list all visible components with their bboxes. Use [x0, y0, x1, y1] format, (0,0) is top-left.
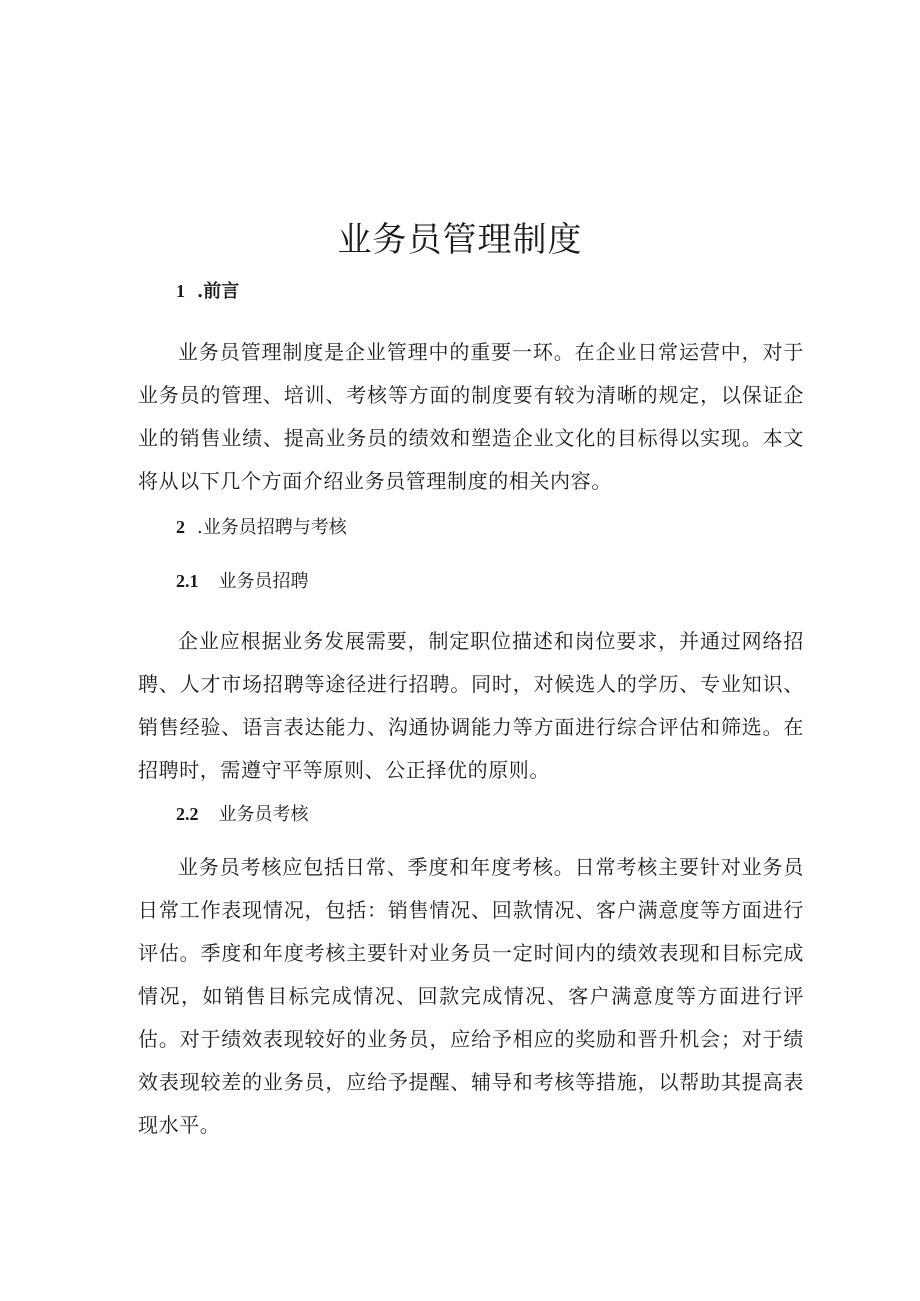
section-title: .业务员招聘与考核 [197, 517, 347, 538]
section-number: 1 [176, 281, 185, 301]
paragraph-assessment: 业务员考核应包括日常、季度和年度考核。日常考核主要针对业务员日常工作表现情况，包括：销售情况、回款情况、客户满意度等方面进行评估。季度和年度考核主要针对业务员一定时间内的绩效表现和目标完成情况，如销售目标完成情况、回款完成情况、客户满意度等方面进行评估。对于绩效表现较好的业务员，应给予相应的奖励和晋升机会；对于绩效表现较差的业务员，应给予提醒、辅导和考核等措施，以帮助其提高表现水平。 [138, 855, 804, 1137]
section-title: .前言 [197, 281, 240, 302]
section-number: 2.2 [176, 804, 199, 824]
section-title: 业务员招聘 [218, 571, 309, 592]
section-number: 2 [176, 517, 185, 537]
paragraph-intro: 业务员管理制度是企业管理中的重要一环。在企业日常运营中，对于业务员的管理、培训、考核等方面的制度要有较为清晰的规定，以保证企业的销售业绩、提高业务员的绩效和塑造企业文化的目标得以实现。本文将从以下几个方面介绍业务员管理制度的相关内容。 [138, 340, 804, 493]
section-number: 2.1 [176, 571, 199, 591]
section-heading-1 [176, 277, 239, 303]
section-heading-2-2 [176, 800, 309, 826]
document-title: 业务员管理制度 [337, 220, 583, 260]
section-heading-2 [176, 513, 347, 539]
section-title: 业务员考核 [218, 804, 309, 825]
section-heading-2-1 [176, 567, 309, 593]
paragraph-recruitment: 企业应根据业务发展需要，制定职位描述和岗位要求，并通过网络招聘、人才市场招聘等途径进行招聘。同时，对候选人的学历、专业知识、销售经验、语言表达能力、沟通协调能力等方面进行综合评估和筛选。在招聘时，需遵守平等原则、公正择优的原则。 [138, 629, 804, 782]
